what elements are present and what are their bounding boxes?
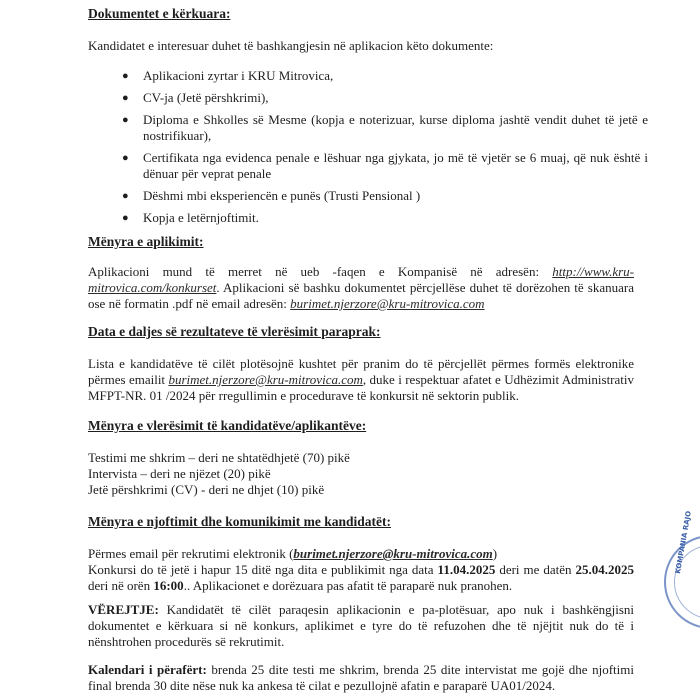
close-hour: 16:00	[153, 578, 184, 593]
list-item: ● Certifikata nga evidenca penale e lëshuar nga gjykata, jo më të vjetër se 6 muaj, që nuk është i dënuar për veprat penale	[122, 150, 648, 181]
stamp-text: KOMPANIA RAJO	[674, 510, 693, 575]
hr-email-link[interactable]: burimet.njerzore@kru-mitrovica.com	[290, 296, 485, 311]
bullet-icon: ●	[122, 212, 129, 224]
hr-email-link[interactable]: burimet.njerzore@kru-mitrovica.com	[168, 372, 363, 387]
company-stamp-icon	[664, 510, 700, 629]
konkurset-link[interactable]: http://www.kru-mitrovica.com/konkurset	[88, 264, 634, 295]
list-item: ● CV-ja (Jetë përshkrimi),	[122, 90, 269, 105]
evaluation-cv: Jetë përshkrimi (CV) - deri ne dhjet (10) pikë	[88, 482, 325, 497]
bullet-icon: ●	[122, 70, 129, 82]
calendar-paragraph: Kalendari i përafërt: brenda 25 dite testi me shkrim, brenda 25 dite intervistat me gojë dhe njoftimi final brenda 30 dite nëse nuk ka ankesa të cilat e pezullojnë afatin e paraparë UA01/2024.	[88, 662, 635, 693]
heading-results-date: Data e daljes së rezultateve të vlerësimit paraprak:	[88, 324, 381, 339]
bullet-icon: ●	[122, 190, 129, 202]
open-date: 11.04.2025	[437, 562, 496, 577]
bullet-icon: ●	[122, 114, 129, 126]
required-documents-intro: Kandidatet e interesuar duhet të bashkangjesin në aplikacion këto dokumente:	[88, 38, 494, 53]
evaluation-list	[88, 450, 634, 498]
evaluation-interview: Intervista – deri ne njëzet (20) pikë	[88, 466, 271, 481]
heading-evaluation: Mënyra e vlerësimit të kandidatëve/aplikantëve:	[88, 418, 367, 433]
application-method-text: Aplikacioni mund të merret në ueb -faqen e Kompanisë në adresën: http://www.kru-mitrovica.com/konkurset. Aplikacioni së bashku dokumentet përcjellëse duhet të dorëzohen të skanuara ose në formatin .pdf në email adresën: burimet.njerzore@kru-mitrovica.com	[88, 264, 634, 311]
warning-label: VËREJTJE:	[88, 602, 159, 617]
results-text: Lista e kandidatëve të cilët plotësojnë kushtet për pranim do të përcjellët përmes formës elektronike përmes emailit burimet.njerzore@kru-mitrovica.com, duke i respektuar afatet e Udhëzimit Administrativ MFPT-NR. 01 /2024 për rregullimin e procedurave të konkursit në sektorin publik.	[88, 356, 635, 403]
required-documents-list	[88, 68, 648, 226]
evaluation-written-test: Testimi me shkrim – deri ne shtatëdhjetë (70) pikë	[88, 450, 350, 465]
list-item: ● Diploma e Shkolles së Mesme (kopja e noterizuar, kurse diploma jashtë vendit duhet të jetë e nostrifikuar),	[122, 112, 648, 143]
list-item: ● Aplikacioni zyrtar i KRU Mitrovica,	[122, 68, 334, 83]
close-date: 25.04.2025	[575, 562, 634, 577]
list-item: ● Kopja e letërnjoftimit.	[122, 210, 259, 225]
list-item: ● Dëshmi mbi eksperiencën e punës (Trusti Pensional )	[122, 188, 421, 203]
bullet-icon: ●	[122, 92, 129, 104]
notification-deadline-text: Konkursi do të jetë i hapur 15 ditë nga dita e publikimit nga data 11.04.2025 deri me datën 25.04.2025 deri në orën 16:00.. Aplikacionet e dorëzuara pas afatit të paraparë nuk pranohen.	[88, 562, 634, 593]
warning-paragraph: VËREJTJE: Kandidatët të cilët paraqesin aplikacionin e pa-plotësuar, apo nuk i bashkëngjisni dokumentet e kërkuara si në konkurs, aplikimet e tyre do të refuzohen dhe të njëjtit nuk do të i nënshtrohen procedurës së rekrutimit.	[88, 602, 634, 649]
hr-email-link[interactable]: burimet.njerzore@kru-mitrovica.com	[293, 546, 493, 561]
calendar-label: Kalendari i përafërt:	[88, 662, 207, 677]
heading-notification: Mënyra e njoftimit dhe komunikimit me kandidatët:	[88, 514, 391, 529]
notification-email-line: Përmes email për rekrutimi elektronik (burimet.njerzore@kru-mitrovica.com)	[88, 546, 498, 561]
heading-application-method: Mënyra e aplikimit:	[88, 234, 204, 249]
heading-required-documents: Dokumentet e kërkuara:	[88, 6, 231, 21]
bullet-icon: ●	[122, 152, 129, 164]
